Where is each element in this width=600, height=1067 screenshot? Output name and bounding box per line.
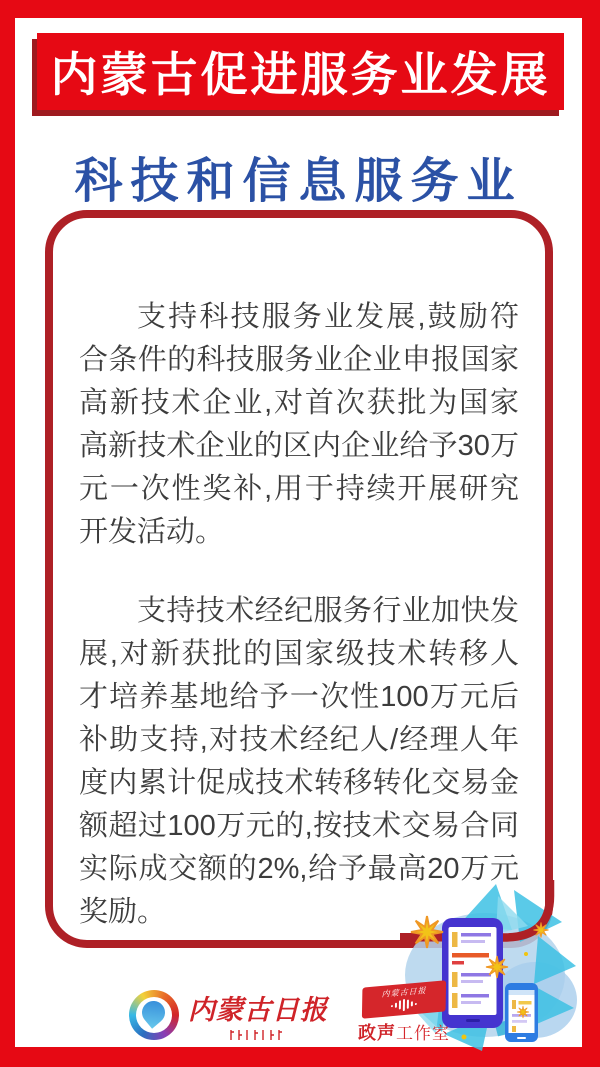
studio-flag-icon [362, 980, 446, 1018]
studio-name [358, 1019, 450, 1045]
paragraph-tech-services: 支持科技服务业发展,鼓励符合条件的科技服务业企业申报国家高新技术企业,对首次获批为国家高新技术企业的区内企业给予30万元一次性奖补,用于持续开展研究开发活动。 [79, 301, 519, 548]
article [53, 218, 545, 934]
newspaper-name: 内蒙古日报 [188, 995, 328, 1025]
poster-background [15, 18, 582, 1047]
flag-masthead: 内蒙古日报 [381, 985, 427, 999]
studio-name-light: 工作室 [396, 1024, 450, 1043]
footer-logos [129, 984, 450, 1045]
section-title: 科技和信息服务业 [74, 155, 523, 208]
newspaper-swirl-icon [129, 990, 179, 1040]
banner-title: 内蒙古促进服务业发展 [50, 48, 551, 101]
studio-logo [358, 984, 450, 1045]
mongolian-script [223, 1029, 293, 1041]
tablet-illustration [442, 918, 503, 1028]
studio-name-bold: 政声 [358, 1023, 396, 1043]
newspaper-logo [129, 988, 328, 1041]
banner [37, 33, 564, 110]
content-card [45, 210, 553, 948]
paragraph-tech-brokerage: 支持技术经纪服务行业加快发展,对新获批的国家级技术转移人才培养基地给予一次性100万元后补助支持,对技术经纪人/经理人年度内累计促成技术转移转化交易金额超过100万元的,按技术交易合同实际成交额的2%,给予最高20万元奖励。 [79, 595, 519, 928]
sound-wave-bars [391, 997, 417, 1011]
